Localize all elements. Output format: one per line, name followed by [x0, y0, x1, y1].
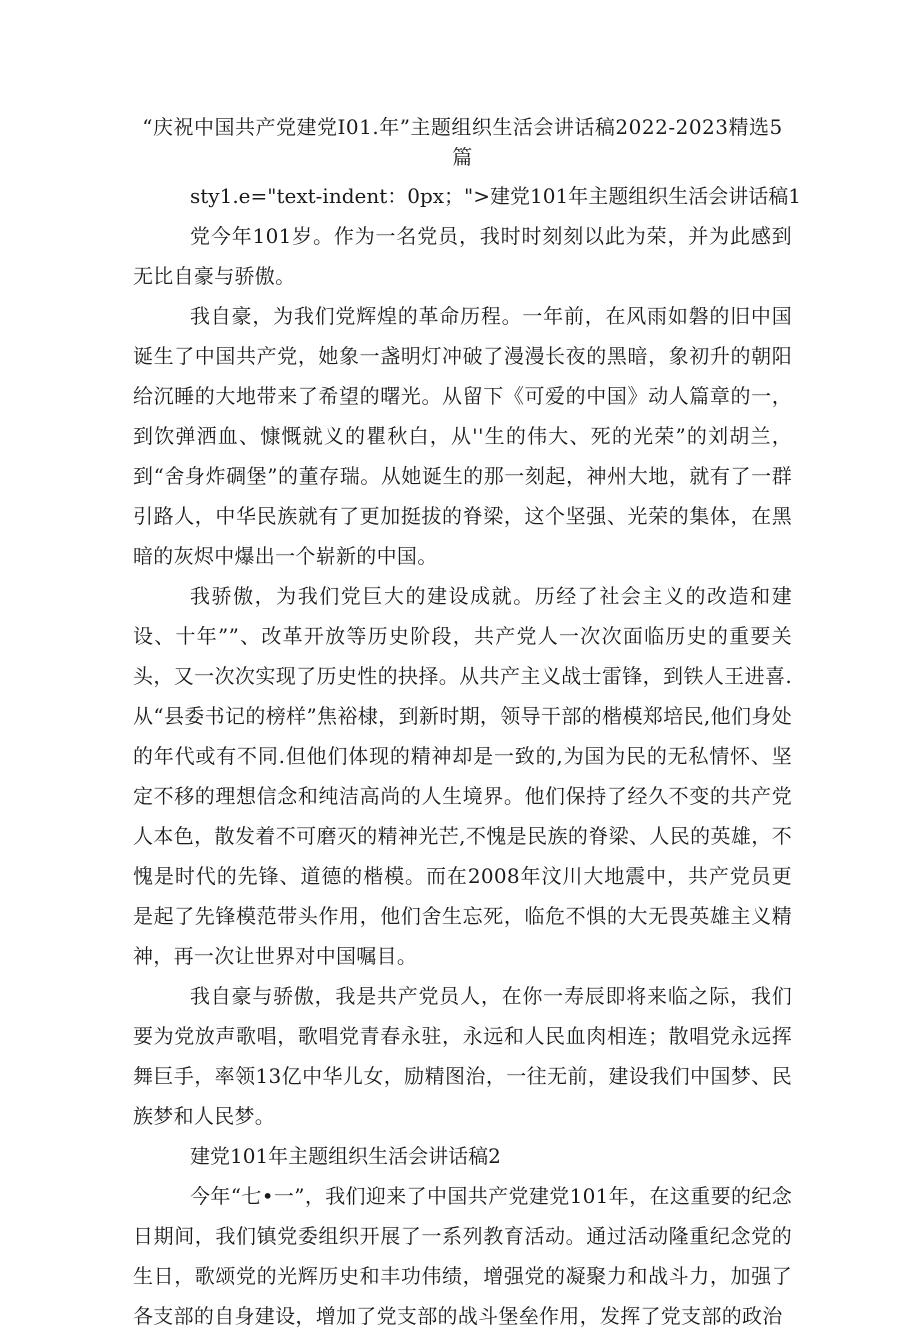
paragraph-3: 我骄傲，为我们党巨大的建设成就。历经了社会主义的改造和建设、十年””、改革开放等历史阶段，共产党人一次次面临历史的重要关头，又一次次实现了历史性的抉择。从共产主义战士雷锋，到铁人王进喜.从“县委书记的榜样”焦裕棣，到新时期，领导干部的楷模郑培民,他们身处的年代或有不同.但他们体现的精神却是一致的,为国为民的无私情怀、坚定不移的理想信念和纯洁高尚的人生境界。他们保持了经久不变的共产党人本色，散发着不可磨灭的精神光芒,不愧是民族的脊梁、人民的英雄，不愧是时代的先锋、道德的楷模。而在2008年汶川大地震中，共产党员更是起了先锋模范带头作用，他们舍生忘死，临危不惧的大无畏英雄主义精神，再一次让世界对中国嘱目。	[133, 584, 792, 968]
document-title: “庆祝中国共产党建党I01.年”主题组织生活会讲话稿2022-2023精选5篇	[142, 115, 783, 169]
section2-paragraph-1: 今年“七•一”，我们迎来了中国共产党建党101年，在这重要的纪念日期间，我们镇党委组织开展了一系列教育活动。通过活动隆重纪念党的生日，歌颂党的光辉历史和丰功伟绩，增强党的凝聚力和战斗力，加强了各支部的自身建设，增加了党支部的战斗堡垒作用，发挥了党支部的政治	[133, 1184, 792, 1328]
section1-heading: sty1.e="text-indent：0px；">建党101年主题组织生活会讲话稿1	[190, 184, 801, 208]
paragraph-2: 我自豪，为我们党辉煌的革命历程。一年前，在风雨如磐的旧中国诞生了中国共产党，她象一盏明灯冲破了漫漫长夜的黑暗，象初升的朝阳给沉睡的大地带来了希望的曙光。从留下《可爱的中国》动人篇章的一，到饮弹洒血、慷慨就义的瞿秋白，从''生的伟大、死的光荣”的刘胡兰，到“舍身炸碉堡”的董存瑞。从她诞生的那一刻起，神州大地，就有了一群引路人，中华民族就有了更加挺拔的脊梁，这个坚强、光荣的集体，在黑暗的灰烬中爆出一个崭新的中国。	[133, 304, 792, 568]
paragraph-4: 我自豪与骄傲，我是共产党员人，在你一寿辰即将来临之际，我们要为党放声歌唱，歌唱党青春永驻，永远和人民血肉相连；散唱党永远挥舞巨手，率领13亿中华儿女，励精图治，一往无前，建设我们中国梦、民族梦和人民梦。	[133, 984, 792, 1128]
paragraph-1: 党今年101岁。作为一名党员，我时时刻刻以此为荣，并为此感到无比自豪与骄傲。	[133, 224, 792, 288]
section2-heading: 建党101年主题组织生活会讲话稿2	[190, 1144, 501, 1168]
